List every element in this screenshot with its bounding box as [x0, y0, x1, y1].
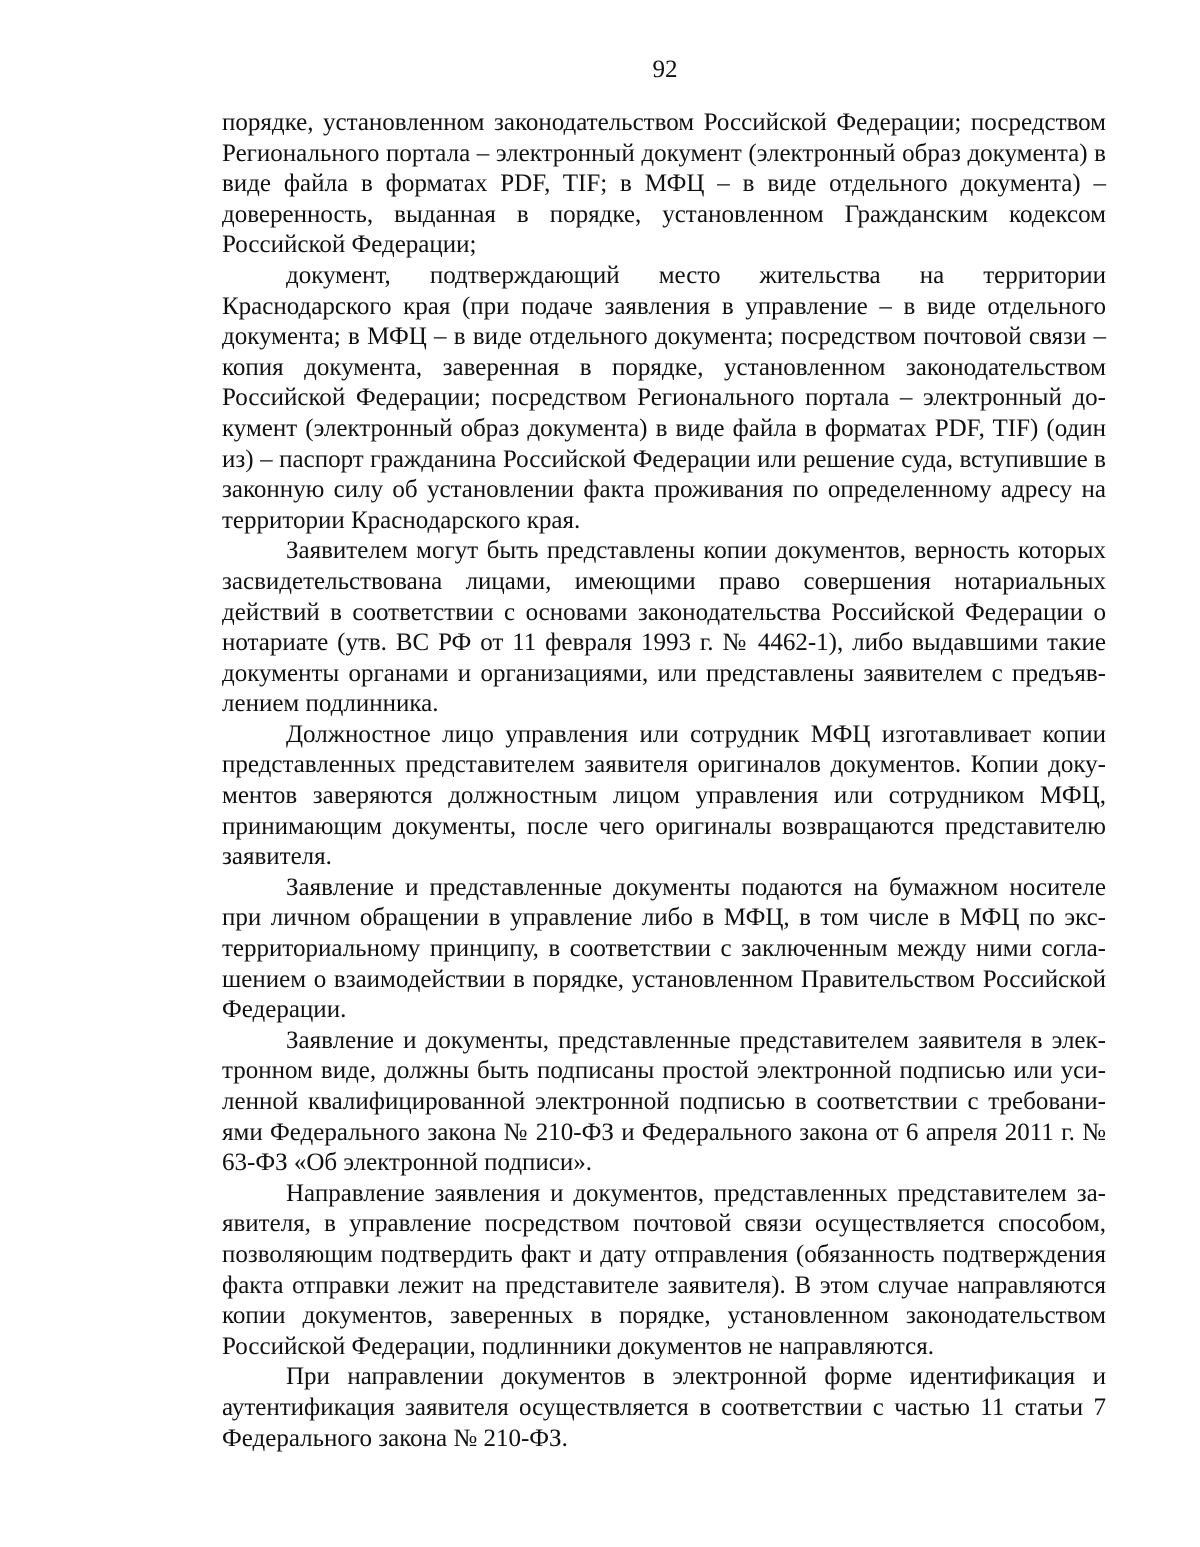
paragraph-copy-certification: Должностное лицо управления или сотрудник МФЦ изготавливает копии представленных представителем заявителя оригиналов документов. Копии документов заверяются должностным лицом управления или сотрудником МФЦ, принимающим документы, после чего оригиналы возвращаются представителю заявителя. [222, 720, 1106, 871]
paragraph-electronic-signature: Заявление и документы, представленные представителем заявителя в электронном виде, должны быть подписаны простой электронной подписью или усиленной квалифицированной электронной подписью в соответствии с требованиями Федерального закона № 210-ФЗ и Федерального закона от 6 апреля 2011 г. № 63-ФЗ «Об электронной подписи». [222, 1026, 1106, 1177]
document-body [222, 108, 1106, 1454]
paragraph-power-of-attorney-continuation: порядке, установленном законодательством Российской Федерации; посредством Регионального портала – электронный документ (электронный образ документа) в виде файла в форматах PDF, TIF; в МФЦ – в виде отдельного документа) – доверенность, выданная в порядке, установленном Гражданским кодексом Российской Федерации; [222, 109, 1106, 259]
paragraph-postal-submission: Направление заявления и документов, представленных представителем заявителя, в управление посредством почтовой связи осуществляется способом, позволяющим подтвердить факт и дату отправления (обязанность подтверждения факта отправки лежит на представителе заявителя). В этом случае направляются копии документов, заверенных в порядке, установленном законодательством Российской Федерации, подлинники документов не направляются. [222, 1179, 1106, 1360]
paragraph-notarized-copies: Заявителем могут быть представлены копии документов, верность которых засвидетельствована лицами, имеющими право совершения нотариальных действий в соответствии с основами законодательства Российской Федерации о нотариате (утв. ВС РФ от 11 февраля 1993 г. № 4462-1), либо выдавшими такие документы органами и организациями, или представлены заявителем с предъявлением подлинника. [222, 537, 1106, 718]
paragraph-residence-document: документ, подтверждающий место жительства на территории Краснодарского края (при подаче заявления в управление – в виде отдельного документа; в МФЦ – в виде отдельного документа; посредством почтовой связи – копия документа, заверенная в порядке, установленном законодательством Российской Федерации; посредством Регионального портала – электронный документ (электронный образ документа) в виде файла в форматах PDF, TIF) (один из) – паспорт гражданина Российской Федерации или решение суда, вступившие в законную силу об установлении факта проживания по определенному адресу на территории Краснодарского края. [222, 261, 1106, 534]
paragraph-paper-submission: Заявление и представленные документы подаются на бумажном носителе при личном обращении в управление либо в МФЦ, в том числе в МФЦ по экстерриториальному принципу, в соответствии с заключенным между ними соглашением о взаимодействии в порядке, установленном Правительством Российской Федерации. [222, 873, 1106, 1024]
paragraph-electronic-identification: При направлении документов в электронной форме идентификация и аутентификация заявителя осуществляется в соответствии с частью 11 статьи 7 Федерального закона № 210-ФЗ. [222, 1363, 1106, 1452]
page-number: 92 [652, 56, 678, 83]
